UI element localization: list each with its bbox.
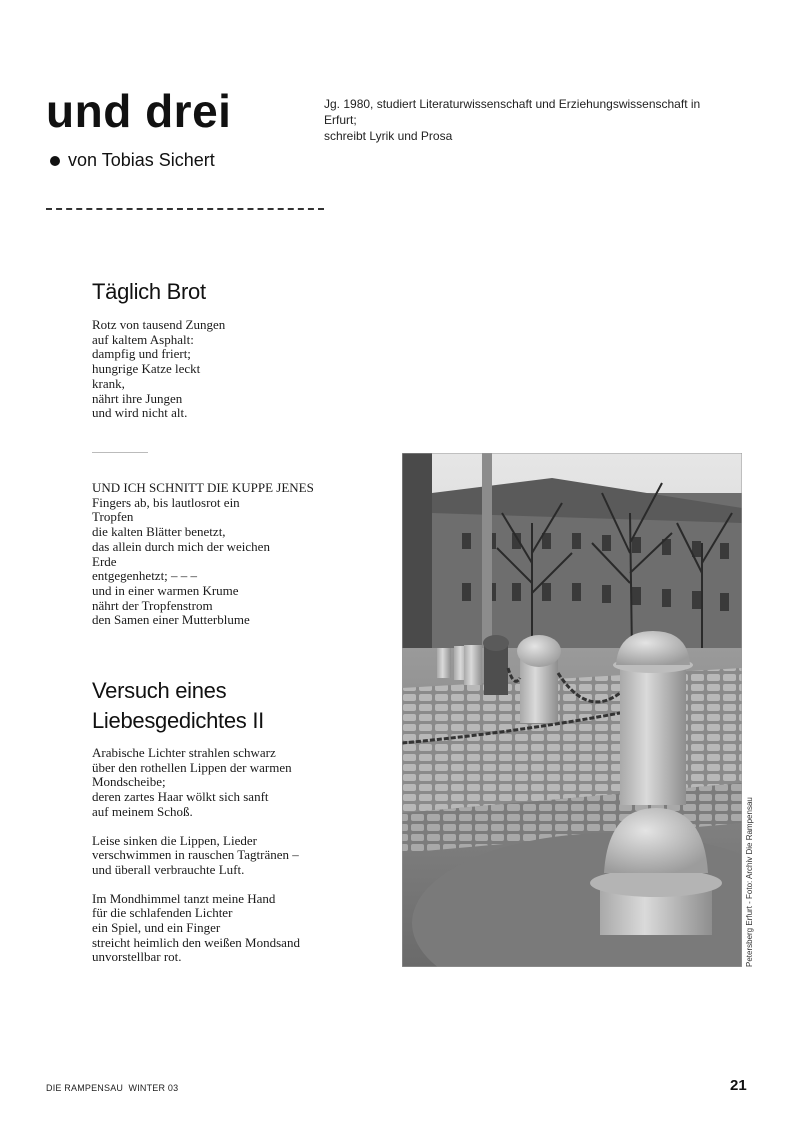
author-byline [50, 150, 215, 171]
poem-body [92, 318, 225, 421]
verse-line: ein Spiel, und ein Finger [92, 920, 221, 936]
poem-title-line: Liebesgedichtes II [92, 708, 264, 733]
verse-line: entgegenhetzt; – – – [92, 568, 198, 584]
poem-title: Täglich Brot [92, 279, 206, 304]
poem-und-ich-schnitt [92, 481, 314, 628]
verse-line: das allein durch mich der weichen [92, 538, 270, 554]
photo-caption: Petersberg Erfurt - Foto: Archiv Die Rampensau [745, 797, 754, 967]
dashed-divider [46, 208, 324, 210]
verse-line: krank, [92, 375, 125, 391]
verse-line: auf kaltem Asphalt: [92, 331, 194, 347]
verse-line: Mondscheibe; [92, 774, 166, 790]
verse-line: dampfig und friert; [92, 346, 191, 362]
verse-line: Arabische Lichter strahlen schwarz [92, 745, 276, 760]
bullet-dot-icon [50, 156, 60, 166]
stanza [92, 892, 300, 966]
verse-line: verschwimmen in rauschen Tagtränen – [92, 847, 299, 863]
author-name: von Tobias Sichert [68, 150, 215, 170]
bollards-photo [402, 453, 742, 967]
verse-line: Fingers ab, bis lautlosrot ein [92, 494, 240, 510]
verse-line: deren zartes Haar wölkt sich sanft [92, 789, 269, 805]
verse-line: Tropfen [92, 509, 134, 525]
verse-line: die kalten Blätter benetzt, [92, 524, 226, 540]
verse-line: streicht heimlich den weißen Mondsand [92, 934, 300, 950]
stanza [92, 746, 300, 820]
author-bio [324, 96, 704, 144]
verse-line: Leise sinken die Lippen, Lieder [92, 832, 257, 848]
poem-body [92, 746, 300, 965]
author-bio-line: Jg. 1980, studiert Literaturwissenschaft und Erziehungswissenschaft in Erfurt; [324, 97, 701, 127]
verse-line: UND ICH SCHNITT DIE KUPPE JENES [92, 480, 314, 495]
stanza [92, 481, 314, 628]
verse-line: auf meinem Schoß. [92, 803, 193, 819]
verse-line: unvorstellbar rot. [92, 949, 182, 965]
verse-line: hungrige Katze leckt [92, 361, 201, 377]
verse-line: und in einer warmen Krume [92, 582, 239, 598]
verse-line: Rotz von tausend Zungen [92, 317, 226, 332]
poem-title [92, 676, 300, 736]
poem-separator [92, 452, 148, 453]
stanza [92, 834, 300, 878]
verse-line: und überall verbrauchte Luft. [92, 861, 245, 877]
verse-line: nährt der Tropfenstrom [92, 597, 213, 613]
verse-line: für die schlafenden Lichter [92, 905, 233, 921]
verse-line: über den rothellen Lippen der warmen [92, 759, 292, 775]
verse-line: und wird nicht alt. [92, 405, 188, 421]
verse-line: Im Mondhimmel tanzt meine Hand [92, 890, 276, 906]
stanza [92, 318, 225, 421]
verse-line: Erde [92, 553, 117, 569]
poem-versuch-eines-liebesgedichtes [92, 676, 300, 965]
author-bio-line: schreibt Lyrik und Prosa [324, 129, 453, 143]
verse-line: nährt ihre Jungen [92, 390, 183, 406]
poem-taeglich-brot [92, 277, 225, 421]
poem-title-line: Versuch eines [92, 678, 227, 703]
footer-magazine: DIE RAMPENSAU WINTER 03 [46, 1083, 179, 1093]
verse-line: den Samen einer Mutterblume [92, 612, 250, 628]
page-title: und drei [46, 85, 232, 137]
page-number: 21 [730, 1077, 747, 1094]
